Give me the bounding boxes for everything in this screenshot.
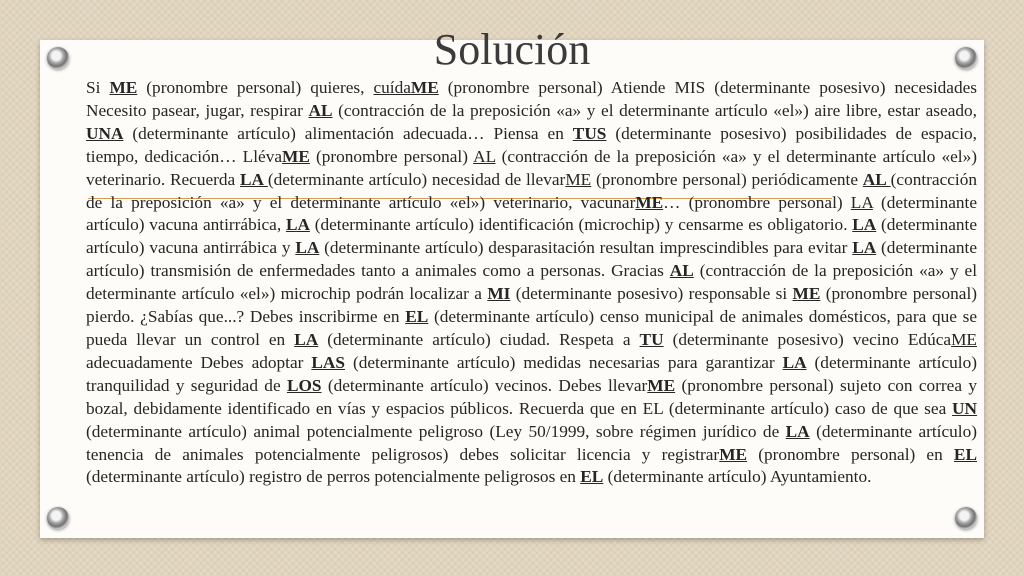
text-segment: (determinante artículo) ciudad. Respeta a	[318, 329, 640, 349]
text-segment: (determinante posesivo) posibilidades de espacio, tiempo, dedicación… Lléva	[86, 123, 977, 166]
highlighted-word: TU	[639, 329, 664, 349]
highlighted-word: LA	[785, 421, 810, 441]
text-segment: (determinante artículo) alimentación adecuada… Piensa en	[123, 123, 573, 143]
highlighted-word: ME	[410, 78, 439, 97]
highlighted-word: LA	[852, 215, 877, 235]
text-segment: (contracción de la preposición «a» y el determinante artículo «el») aire libre, estar aseado,	[332, 100, 977, 120]
text-segment: (contracción de la preposición «a» y el determinante artículo «el») microchip podrán localizar a	[86, 261, 978, 304]
text-segment: (pronombre personal)	[309, 146, 474, 166]
text-segment: (determinante artículo) vacuna antirrábica,	[86, 192, 977, 235]
text-segment: (pronombre personal) en	[747, 444, 954, 464]
highlighted-word: LA	[852, 238, 877, 258]
highlighted-word: AL	[308, 100, 333, 120]
highlighted-word: ME	[647, 375, 676, 395]
highlighted-word: AL	[669, 261, 694, 281]
highlighted-word: ME	[792, 284, 821, 304]
highlighted-word: EL	[953, 444, 977, 464]
text-segment: (determinante artículo) vacuna antirrábica y	[86, 215, 977, 258]
text-segment: (determinante artículo) desparasitación resultan imprescindibles para evitar	[319, 238, 853, 258]
text-segment: adecuadamente Debes adoptar	[86, 352, 312, 372]
underlined-word: ME	[951, 329, 977, 349]
highlighted-word: AL	[862, 169, 891, 189]
text-segment: (contracción de la preposición «a» y el determinante artículo «el») veterinario, vacunar	[86, 169, 978, 212]
highlighted-word: UN	[952, 398, 977, 418]
text-segment: (determinante artículo) medidas necesarias para garantizar	[345, 352, 783, 372]
text-segment: (determinante artículo) Ayuntamiento.	[603, 467, 872, 487]
underlined-word: ME	[565, 169, 592, 189]
text-segment: (pronombre personal) periódicamente	[591, 169, 863, 189]
pushpin-icon	[47, 507, 69, 529]
text-segment: (determinante artículo) tenencia de animales potencialmente peligrosos) debes solicitar licencia y registrar	[86, 421, 977, 464]
text-segment: (determinante artículo) transmisión de enfermedades tanto a animales como a personas. Gracias	[86, 238, 978, 281]
pushpin-icon	[955, 507, 977, 529]
text-segment: (determinante posesivo) responsable si	[510, 284, 793, 304]
highlighted-word: LA	[782, 352, 807, 372]
highlighted-word: LAS	[311, 352, 345, 372]
text-segment: … (pronombre personal)	[663, 192, 851, 212]
highlighted-word: LA	[240, 169, 268, 189]
highlighted-word: LA	[285, 215, 310, 235]
highlighted-word: MI	[487, 284, 511, 304]
underlined-word: AL	[473, 146, 496, 166]
text-segment: (determinante artículo) necesidad de llevar	[267, 169, 566, 189]
highlighted-word: ME	[282, 146, 310, 166]
text-segment: (determinante artículo) tranquilidad y seguridad de	[86, 352, 977, 395]
highlighted-word: ME	[109, 78, 138, 97]
underlined-word: cuída	[373, 78, 411, 97]
text-segment: (contracción de la preposición «a» y el determinante artículo «el») veterinario. Recuerda	[86, 146, 977, 189]
slide-title: Solución	[433, 25, 591, 74]
solution-paragraph	[86, 77, 977, 489]
text-segment: (determinante artículo) vecinos. Debes llevar	[321, 375, 648, 395]
text-segment: (determinante artículo) animal potencialmente peligroso (Ley 50/1999, sobre régimen jurídico de	[86, 421, 786, 441]
text-segment: (pronombre personal) quieres,	[137, 78, 374, 97]
highlighted-word: ME	[719, 444, 748, 464]
highlighted-word: EL	[580, 467, 604, 487]
text-segment: (pronombre personal) Atiende MIS (determinante posesivo) necesidades Necesito pasear, jugar, respirar	[86, 78, 978, 120]
highlighted-word: LOS	[286, 375, 322, 395]
text-segment: (pronombre personal) pierdo. ¿Sabías que...? Debes inscribirme en	[86, 284, 977, 327]
text-segment: (pronombre personal) sujeto con correa y bozal, debidamente identificado en vías y espacios públicos. Recuerda que en EL (determinante artículo) caso de que sea	[86, 375, 977, 418]
highlighted-word: LA	[295, 238, 320, 258]
text-segment: (determinante posesivo) vecino Edúca	[663, 329, 952, 349]
highlighted-word: LA	[294, 329, 319, 349]
text-segment: (determinante artículo) registro de perros potencialmente peligrosos en	[86, 467, 581, 487]
highlighted-word: TUS	[572, 123, 607, 143]
text-segment: (determinante artículo) censo municipal de animales domésticos, para que se pueda llevar un control en	[86, 307, 977, 349]
underlined-word: LA	[850, 192, 873, 212]
text-segment: Si	[86, 78, 110, 97]
text-segment: (determinante artículo) identificación (microchip) y censarme es obligatorio.	[309, 215, 853, 235]
highlighted-word: EL	[405, 307, 429, 327]
highlighted-word: ME	[635, 192, 664, 212]
highlighted-word: UNA	[86, 123, 124, 143]
